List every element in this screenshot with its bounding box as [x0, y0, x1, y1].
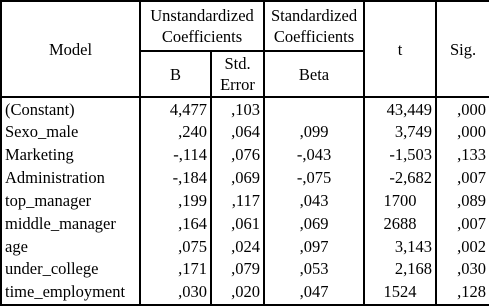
t-value: 2688	[364, 212, 436, 235]
sig-value: ,128	[436, 281, 489, 305]
table-row	[1, 190, 489, 213]
b-value: ,030	[140, 281, 211, 305]
table-row	[1, 121, 489, 144]
t-value: -2,682	[364, 167, 436, 190]
b-value: 4,477	[140, 97, 211, 121]
beta-value	[264, 97, 364, 121]
std-error-value: ,117	[211, 190, 264, 213]
std-error-value: ,024	[211, 235, 264, 258]
std-error-value: ,079	[211, 258, 264, 281]
b-value: ,171	[140, 258, 211, 281]
b-value: ,240	[140, 121, 211, 144]
t-header: t	[364, 1, 436, 97]
row-label: Administration	[1, 167, 140, 190]
standardized-coefficients-header: Standardized Coefficients	[264, 1, 364, 51]
sig-header: Sig.	[436, 1, 489, 97]
b-value: -,114	[140, 144, 211, 167]
sig-value: ,007	[436, 167, 489, 190]
t-value: 3,749	[364, 121, 436, 144]
t-value: -1,503	[364, 144, 436, 167]
table-row	[1, 167, 489, 190]
row-label: age	[1, 235, 140, 258]
table-row	[1, 235, 489, 258]
row-label: top_manager	[1, 190, 140, 213]
t-value: 2,168	[364, 258, 436, 281]
row-label: time_employment	[1, 281, 140, 305]
std-error-value: ,020	[211, 281, 264, 305]
std-error-value: ,064	[211, 121, 264, 144]
row-label: Sexo_male	[1, 121, 140, 144]
model-header: Model	[1, 1, 140, 97]
b-header: B	[140, 51, 211, 97]
table-row	[1, 97, 489, 121]
beta-value: -,043	[264, 144, 364, 167]
b-value: ,199	[140, 190, 211, 213]
t-value: 43,449	[364, 97, 436, 121]
unstandardized-coefficients-header: Unstandardized Coefficients	[140, 1, 264, 51]
b-value: ,075	[140, 235, 211, 258]
std-error-value: ,103	[211, 97, 264, 121]
row-label: Marketing	[1, 144, 140, 167]
std-error-value: ,076	[211, 144, 264, 167]
sig-value: ,000	[436, 97, 489, 121]
beta-value: ,043	[264, 190, 364, 213]
sig-value: ,133	[436, 144, 489, 167]
std-error-header: Std. Error	[211, 51, 264, 97]
beta-value: ,099	[264, 121, 364, 144]
t-value: 1700	[364, 190, 436, 213]
beta-value: ,069	[264, 212, 364, 235]
sig-value: ,030	[436, 258, 489, 281]
row-label: middle_manager	[1, 212, 140, 235]
beta-header: Beta	[264, 51, 364, 97]
row-label: under_college	[1, 258, 140, 281]
b-value: ,164	[140, 212, 211, 235]
table-row	[1, 281, 489, 305]
b-value: -,184	[140, 167, 211, 190]
sig-value: ,002	[436, 235, 489, 258]
sig-value: ,007	[436, 212, 489, 235]
beta-value: ,097	[264, 235, 364, 258]
beta-value: ,053	[264, 258, 364, 281]
sig-value: ,000	[436, 121, 489, 144]
table-row	[1, 258, 489, 281]
beta-value: ,047	[264, 281, 364, 305]
std-error-value: ,061	[211, 212, 264, 235]
t-value: 1524	[364, 281, 436, 305]
std-error-value: ,069	[211, 167, 264, 190]
table-row	[1, 144, 489, 167]
sig-value: ,089	[436, 190, 489, 213]
t-value: 3,143	[364, 235, 436, 258]
beta-value: -,075	[264, 167, 364, 190]
row-label: (Constant)	[1, 97, 140, 121]
table-row	[1, 212, 489, 235]
